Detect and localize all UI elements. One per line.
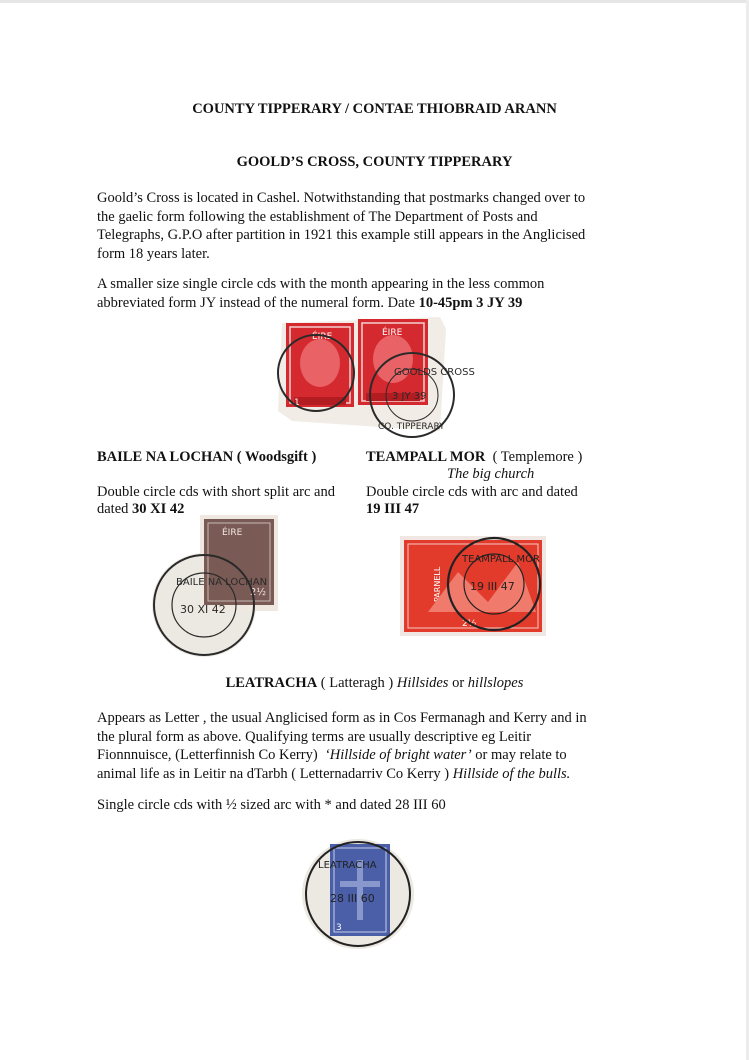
svg-text:ÉIRE: ÉIRE xyxy=(382,328,403,338)
teampall-description: Double circle cds with arc and dated 19 III 47 xyxy=(366,484,578,517)
stamp-eire-text: ÉIRE xyxy=(312,332,333,342)
svg-text:LEATRACHA: LEATRACHA xyxy=(318,860,377,871)
teampall-date: 19 III 47 xyxy=(366,501,420,517)
goolds-line: A smaller size single circle cds with the month appearing in the less common xyxy=(97,276,545,292)
svg-text:GOOLDS CROSS: GOOLDS CROSS xyxy=(394,367,475,378)
stamp-image-teampall-mor xyxy=(398,532,550,640)
teampall-meaning: The big church xyxy=(447,466,535,482)
baile-heading: BAILE NA LOCHAN ( Woodsgift ) xyxy=(97,449,317,465)
intro-paragraph xyxy=(97,189,619,263)
intro-line: the gaelic form following the establishment of The Department of Posts and xyxy=(97,208,538,225)
svg-text:ÉIRE: ÉIRE xyxy=(222,528,243,538)
leatracha-heading: LEATRACHA ( Latteragh ) Hillsides or hillslopes xyxy=(225,675,524,691)
svg-text:30 XI 42: 30 XI 42 xyxy=(180,603,226,616)
svg-text:3: 3 xyxy=(336,923,342,933)
svg-text:19 III 47: 19 III 47 xyxy=(470,580,515,593)
svg-text:2½: 2½ xyxy=(250,587,267,598)
svg-text:28 III 60: 28 III 60 xyxy=(330,892,375,905)
svg-text:BAILE NA LOCHAN: BAILE NA LOCHAN xyxy=(176,577,268,588)
intro-line: form 18 years later. xyxy=(97,245,210,262)
svg-text:2½: 2½ xyxy=(462,619,477,629)
svg-text:CO. TIPPERARY: CO. TIPPERARY xyxy=(378,422,445,432)
goolds-line: abbreviated form JY instead of the numeral form. Date 10-45pm 3 JY 39 xyxy=(97,294,523,311)
goolds-date: 10-45pm 3 JY 39 xyxy=(418,294,523,311)
baile-date: 30 XI 42 xyxy=(132,501,185,517)
stamp-image-leatracha xyxy=(300,838,416,950)
teampall-heading: TEAMPALL MOR ( Templemore ) xyxy=(366,449,583,465)
svg-text:3 JY 39: 3 JY 39 xyxy=(392,391,427,402)
intro-line: Goold’s Cross is located in Cashel. Notwithstanding that postmarks changed over to xyxy=(97,190,586,206)
stamp-image-baile-na-lochan xyxy=(146,513,284,661)
svg-text:1: 1 xyxy=(294,398,300,408)
svg-text:PARNELL: PARNELL xyxy=(433,566,442,602)
leatracha-description: Single circle cds with ½ sized arc with * and dated 28 III 60 xyxy=(97,797,446,813)
svg-text:TEAMPALL MOR: TEAMPALL MOR xyxy=(462,554,540,565)
intro-line: Telegraphs, G.P.O after partition in 1921 this example still appears in the Anglicised xyxy=(97,227,586,243)
section-title-goolds-cross: GOOLD’S CROSS, COUNTY TIPPERARY xyxy=(236,154,513,170)
goolds-description xyxy=(97,275,619,312)
page-title: COUNTY TIPPERARY / CONTAE THIOBRAID ARANN xyxy=(192,101,557,117)
stamp-image-goolds-cross xyxy=(272,313,475,441)
scan-edge-top xyxy=(0,0,749,3)
leatracha-paragraph: Appears as Letter , the usual Anglicised form as in Cos Fermanagh and Kerry and in the plural form as above. Qualifying terms are usually descriptive eg Leitir Fionnnuisce, (Letterfinnish Co Kerry) ‘Hillside of bright water’ or may relate to animal life as in Leitir na dTarbh ( Letternadarriv Co Kerry ) Hillside of the bulls. xyxy=(97,710,587,782)
baile-description: Double circle cds with short split arc and dated 30 XI 42 xyxy=(97,484,335,517)
